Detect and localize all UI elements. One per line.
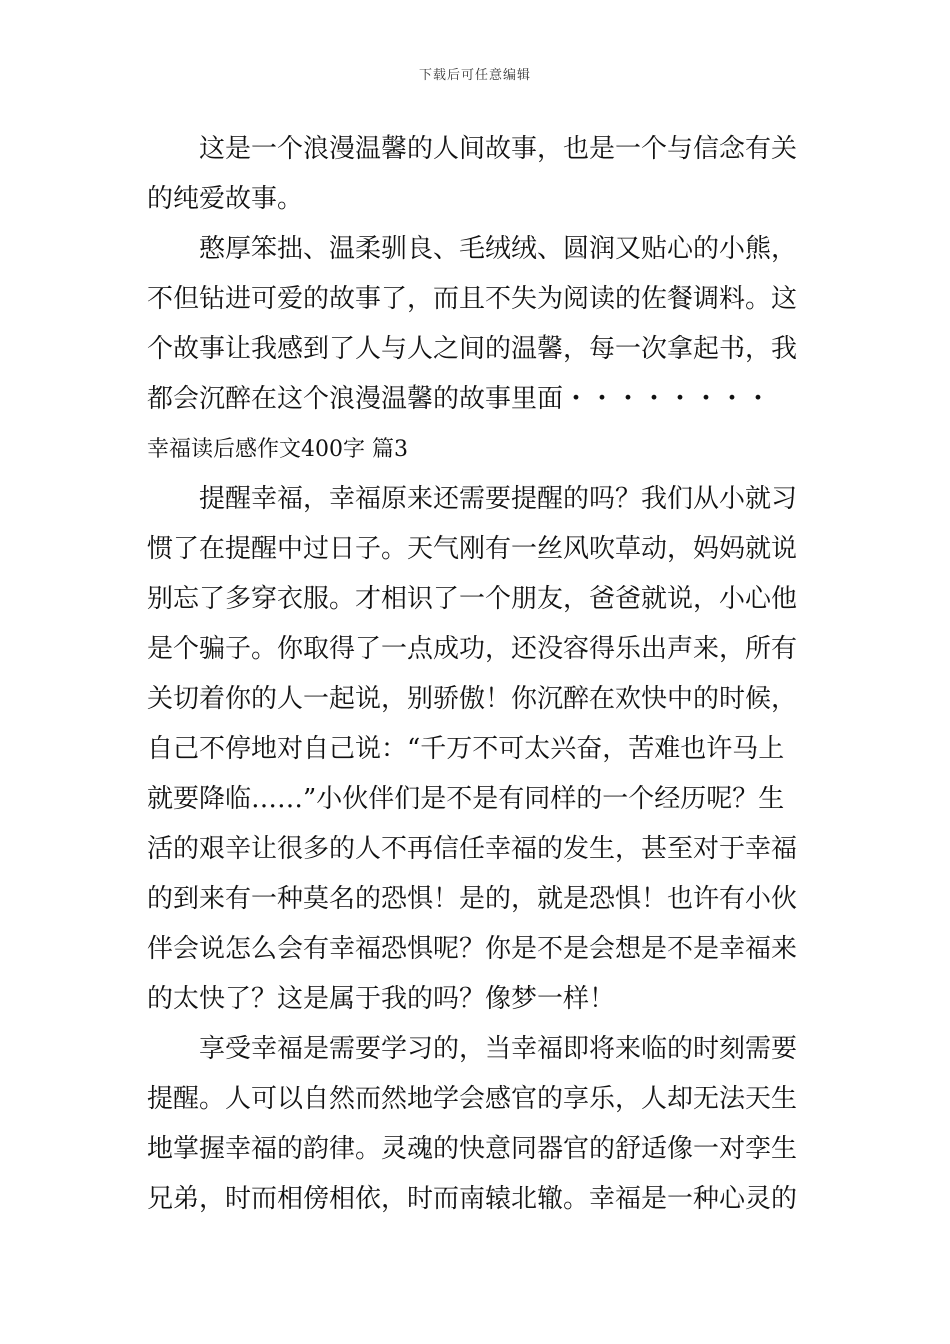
paragraph-line: 是个骗子。你取得了一点成功，还没容得乐出声来，所有 <box>147 634 798 664</box>
section-heading: 幸福读后感作文400字 篇3 <box>147 437 408 462</box>
paragraph-line: 提醒。人可以自然而然地学会感官的享乐，人却无法天生 <box>147 1084 798 1114</box>
paragraph-line: 自己不停地对自己说：“千万不可太兴奋，苦难也许马上 <box>147 734 785 764</box>
paragraph-line: 的纯爱故事。 <box>147 184 304 214</box>
paragraph-line: 享受幸福是需要学习的，当幸福即将来临的时刻需要 <box>199 1034 798 1064</box>
paragraph-line: 不但钻进可爱的故事了，而且不失为阅读的佐餐调料。这 <box>147 284 798 314</box>
paragraph-line: 这是一个浪漫温馨的人间故事，也是一个与信念有关 <box>199 134 798 164</box>
paragraph-line: 都会沉醉在这个浪漫温馨的故事里面・・・・・・・・ <box>147 384 772 414</box>
page-header: 下载后可任意编辑 <box>418 68 531 83</box>
paragraph-line: 伴会说怎么会有幸福恐惧呢？你是不是会想是不是幸福来 <box>147 934 798 964</box>
paragraph-line: 活的艰辛让很多的人不再信任幸福的发生，甚至对于幸福 <box>147 834 798 864</box>
paragraph-line: 地掌握幸福的韵律。灵魂的快意同器官的舒适像一对孪生 <box>147 1134 798 1164</box>
paragraph-line: 别忘了多穿衣服。才相识了一个朋友，爸爸就说，小心他 <box>147 584 798 614</box>
paragraph-line: 提醒幸福，幸福原来还需要提醒的吗？我们从小就习 <box>199 484 798 514</box>
paragraph-line: 惯了在提醒中过日子。天气刚有一丝风吹草动，妈妈就说 <box>147 534 798 564</box>
paragraph-line: 个故事让我感到了人与人之间的温馨，每一次拿起书，我 <box>147 334 798 364</box>
paragraph-line: 关切着你的人一起说，别骄傲！你沉醉在欢快中的时候， <box>147 684 798 714</box>
paragraph-line: 就要降临……”小伙伴们是不是有同样的一个经历呢？生 <box>147 784 785 814</box>
paragraph-line: 憨厚笨拙、温柔驯良、毛绒绒、圆润又贴心的小熊， <box>199 234 798 264</box>
paragraph-line: 的太快了？这是属于我的吗？像梦一样！ <box>147 984 616 1014</box>
paragraph-line: 的到来有一种莫名的恐惧！是的，就是恐惧！也许有小伙 <box>147 884 798 914</box>
paragraph-line: 兄弟，时而相傍相依，时而南辕北辙。幸福是一种心灵的 <box>147 1184 798 1214</box>
